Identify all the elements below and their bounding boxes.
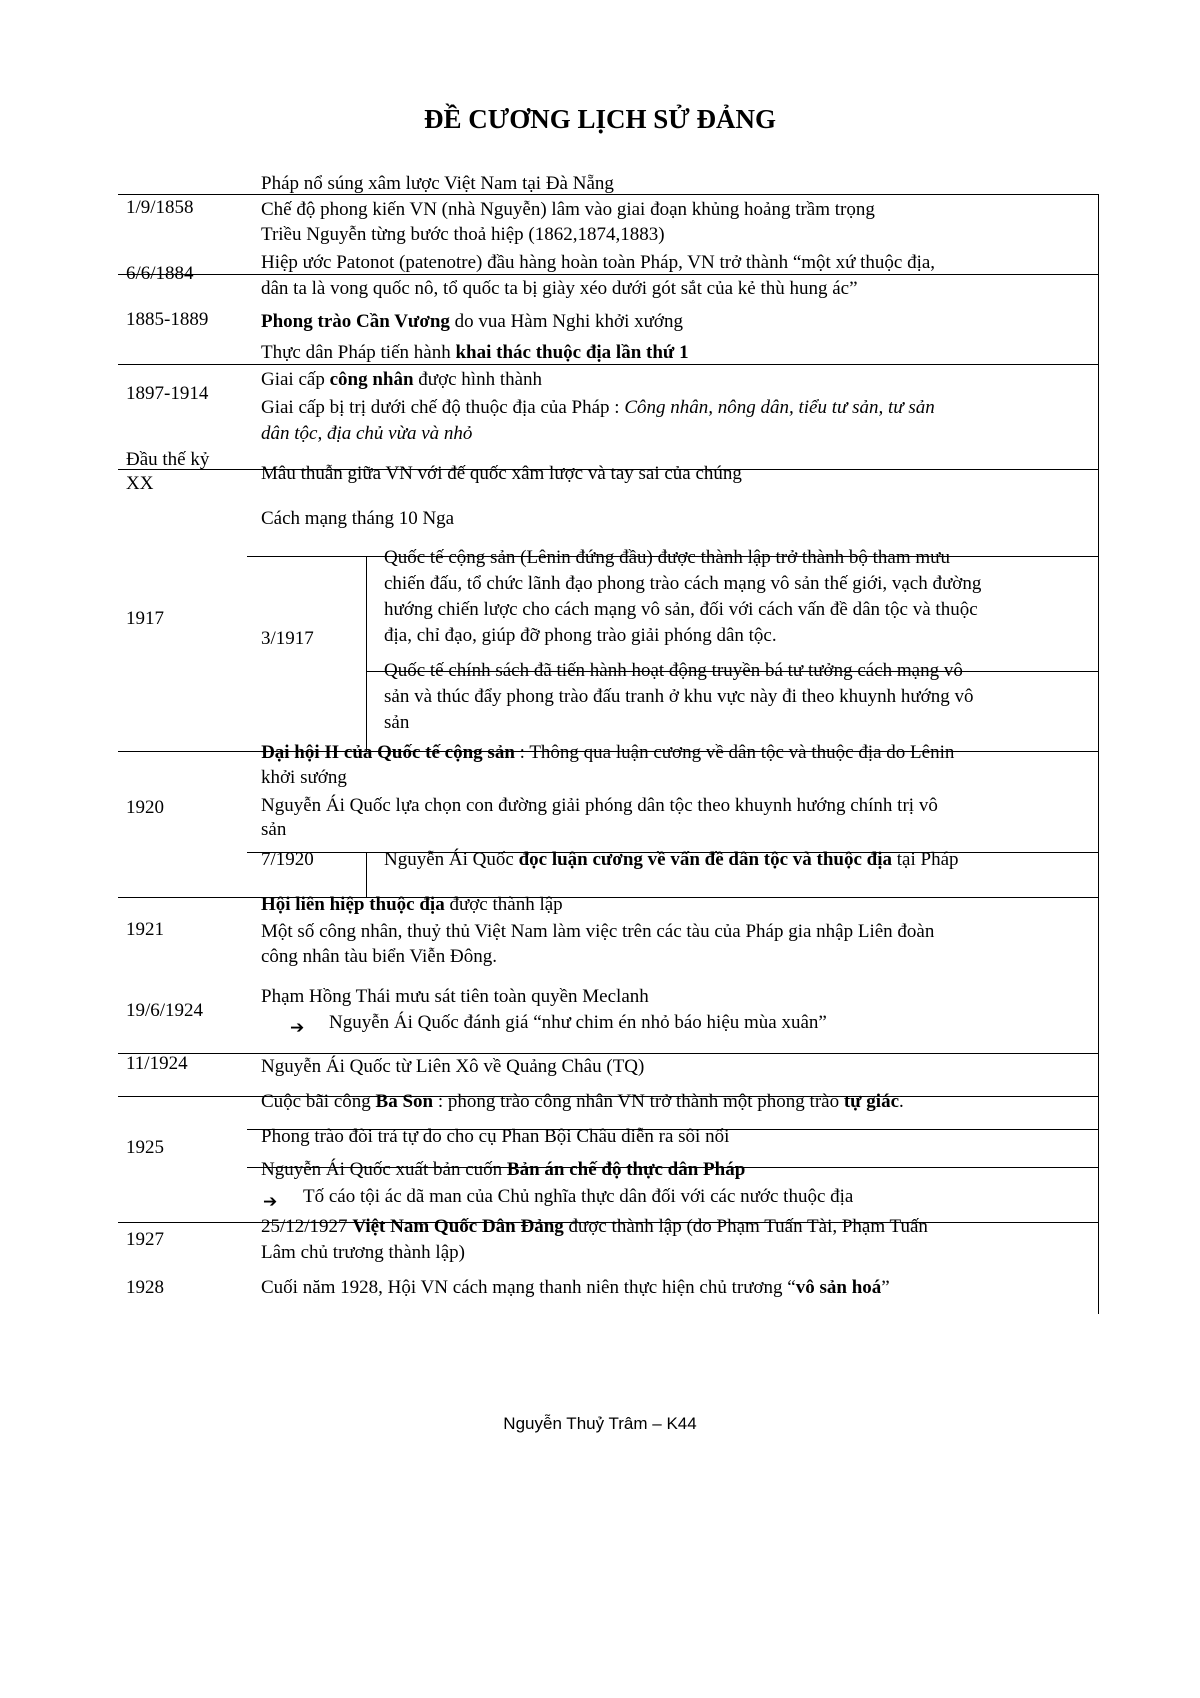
- timeline-event: Cách mạng tháng 10 Nga: [261, 508, 455, 529]
- text: : Thông qua luận cương về dân tộc và thuộc địa do Lênin: [514, 742, 955, 763]
- highlight: Hội liên hiệp thuộc địa: [261, 894, 445, 915]
- highlight: Đại hội II của Quốc tế cộng sản: [261, 742, 515, 763]
- timeline-event: Pháp nổ súng xâm lược Việt Nam tại Đà Nẵng: [261, 173, 614, 194]
- sub-table-column-border: [366, 852, 367, 897]
- timeline-event: Triều Nguyễn từng bước thoả hiệp (1862,1874,1883): [261, 224, 665, 245]
- sub-event: Quốc tế chính sách đã tiến hành hoạt động truyền bá tư tưởng cách mạng vô: [384, 660, 963, 681]
- text: được hình thành: [413, 369, 543, 390]
- timeline-event: Hiệp ước Patonot (patenotre) đầu hàng hoàn toàn Pháp, VN trở thành “một xứ thuộc địa,: [261, 252, 936, 273]
- text: ”: [881, 1277, 890, 1298]
- timeline-event: Nguyễn Ái Quốc lựa chọn con đường giải phóng dân tộc theo khuynh hướng chính trị vô: [261, 795, 938, 816]
- timeline-date: 1925: [126, 1137, 164, 1158]
- text: do vua Hàm Nghi khởi xướng: [449, 311, 683, 332]
- timeline-event: dân ta là vong quốc nô, tổ quốc ta bị giày xéo dưới gót sắt của kẻ thù hung ác”: [261, 278, 858, 299]
- sub-table-column-border: [366, 556, 367, 751]
- row-divider: [118, 1053, 1098, 1054]
- sub-event: chiến đấu, tổ chức lãnh đạo phong trào cách mạng vô sản thế giới, vạch đường: [384, 573, 982, 594]
- highlight: Việt Nam Quốc Dân Đảng: [352, 1216, 564, 1237]
- page-title: ĐỀ CƯƠNG LỊCH SỬ ĐẢNG: [423, 104, 776, 134]
- timeline-date: 6/6/1884: [126, 263, 194, 284]
- timeline-event: [261, 310, 683, 334]
- timeline-event: [261, 396, 935, 420]
- timeline-event: Nguyễn Ái Quốc đánh giá “như chim én nhỏ báo hiệu mùa xuân”: [329, 1012, 827, 1033]
- timeline-event: [261, 368, 542, 392]
- text: Thực dân Pháp tiến hành: [261, 342, 456, 363]
- text: được thành lập (do Phạm Tuấn Tài, Phạm Tuấn: [563, 1216, 928, 1237]
- timeline-event: Nguyễn Ái Quốc từ Liên Xô về Quảng Châu (TQ): [261, 1056, 645, 1077]
- timeline-event: [261, 741, 954, 765]
- emphasis: dân tộc, địa chủ vừa và nhỏ: [261, 423, 473, 444]
- page-footer: Nguyễn Thuỷ Trâm – K44: [503, 1414, 697, 1433]
- highlight: công nhân: [329, 369, 414, 390]
- sub-date: 7/1920: [261, 849, 314, 870]
- text: Cuộc bãi công: [261, 1091, 376, 1112]
- timeline-date: 19/6/1924: [126, 1000, 204, 1021]
- highlight: Ba Son: [375, 1091, 434, 1112]
- text: Giai cấp: [261, 369, 330, 390]
- timeline-date: 1927: [126, 1229, 164, 1250]
- timeline-date: 1920: [126, 797, 164, 818]
- timeline-date: Đầu thế kỷ: [126, 449, 210, 470]
- timeline-event: Phong trào đòi trả tự do cho cụ Phan Bội Châu diễn ra sôi nổi: [261, 1126, 730, 1147]
- highlight: đọc luận cương về vấn đề dân tộc và thuộc địa: [518, 849, 893, 870]
- timeline-date: 1921: [126, 919, 164, 940]
- timeline-event: khởi sướng: [261, 767, 347, 788]
- timeline-event: [261, 341, 689, 365]
- timeline-event: [261, 1158, 745, 1182]
- emphasis: Công nhân, nông dân, tiểu tư sản, tư sản: [624, 397, 935, 418]
- timeline-event: công nhân tàu biển Viễn Đông.: [261, 946, 497, 967]
- sub-event: sản: [384, 712, 410, 733]
- timeline-date: 1917: [126, 608, 164, 629]
- arrow-right-icon: ➔: [263, 1192, 278, 1212]
- text: Nguyễn Ái Quốc: [384, 849, 519, 870]
- text: được thành lập: [444, 894, 563, 915]
- timeline-date: 1897-1914: [126, 383, 209, 404]
- highlight: khai thác thuộc địa lần thứ 1: [455, 342, 689, 363]
- highlight: Bản án chế độ thực dân Pháp: [506, 1159, 746, 1180]
- text: 25/12/1927: [261, 1216, 353, 1237]
- timeline-date: 11/1924: [126, 1053, 188, 1074]
- timeline-event: [261, 422, 472, 446]
- sub-event: [384, 848, 959, 872]
- timeline-date: 1/9/1858: [126, 197, 194, 218]
- highlight: Phong trào Cần Vương: [261, 311, 450, 332]
- timeline-event: Một số công nhân, thuỷ thủ Việt Nam làm việc trên các tàu của Pháp gia nhập Liên đoàn: [261, 921, 935, 942]
- timeline-event: sản: [261, 819, 287, 840]
- sub-date: 3/1917: [261, 628, 314, 649]
- text: : phong trào công nhân VN trở thành một phong trào: [433, 1091, 844, 1112]
- timeline-event: Mâu thuẫn giữa VN với đế quốc xâm lược và tay sai của chúng: [261, 463, 742, 484]
- highlight: vô sản hoá: [795, 1277, 882, 1298]
- text: Cuối năm 1928, Hội VN cách mạng thanh niên thực hiện chủ trương “: [261, 1277, 796, 1298]
- timeline-event: Chế độ phong kiến VN (nhà Nguyễn) lâm vào giai đoạn khủng hoảng trầm trọng: [261, 199, 875, 220]
- timeline-event: Phạm Hồng Thái mưu sát tiên toàn quyền Meclanh: [261, 986, 649, 1007]
- text: Giai cấp bị trị dưới chế độ thuộc địa của Pháp :: [261, 397, 625, 418]
- sub-event: địa, chỉ đạo, giúp đỡ phong trào giải phóng dân tộc.: [384, 625, 777, 646]
- timeline-event: [261, 1215, 928, 1239]
- text: Nguyễn Ái Quốc xuất bản cuốn: [261, 1159, 507, 1180]
- highlight: tự giác: [843, 1091, 900, 1112]
- timeline-event: [261, 1090, 904, 1114]
- table-right-border: [1098, 194, 1099, 1314]
- timeline-date: 1885-1889: [126, 309, 209, 330]
- arrow-right-icon: ➔: [290, 1018, 305, 1038]
- timeline-date: XX: [126, 473, 154, 494]
- sub-event: sản và thúc đẩy phong trào đấu tranh ở khu vực này đi theo khuynh hướng vô: [384, 686, 974, 707]
- timeline-date: 1928: [126, 1277, 164, 1298]
- text: tại Pháp: [892, 849, 959, 870]
- text: .: [899, 1091, 904, 1112]
- sub-event: hướng chiến lược cho cách mạng vô sản, đối với cách vấn đề dân tộc và thuộc: [384, 599, 978, 620]
- timeline-event: Tố cáo tội ác dã man của Chủ nghĩa thực dân đối với các nước thuộc địa: [303, 1186, 854, 1207]
- timeline-event: [261, 893, 563, 917]
- timeline-event: [261, 1276, 890, 1300]
- sub-event: Quốc tế cộng sản (Lênin đứng đầu) được thành lập trở thành bộ tham mưu: [384, 547, 950, 568]
- timeline-event: Lâm chủ trương thành lập): [261, 1242, 465, 1263]
